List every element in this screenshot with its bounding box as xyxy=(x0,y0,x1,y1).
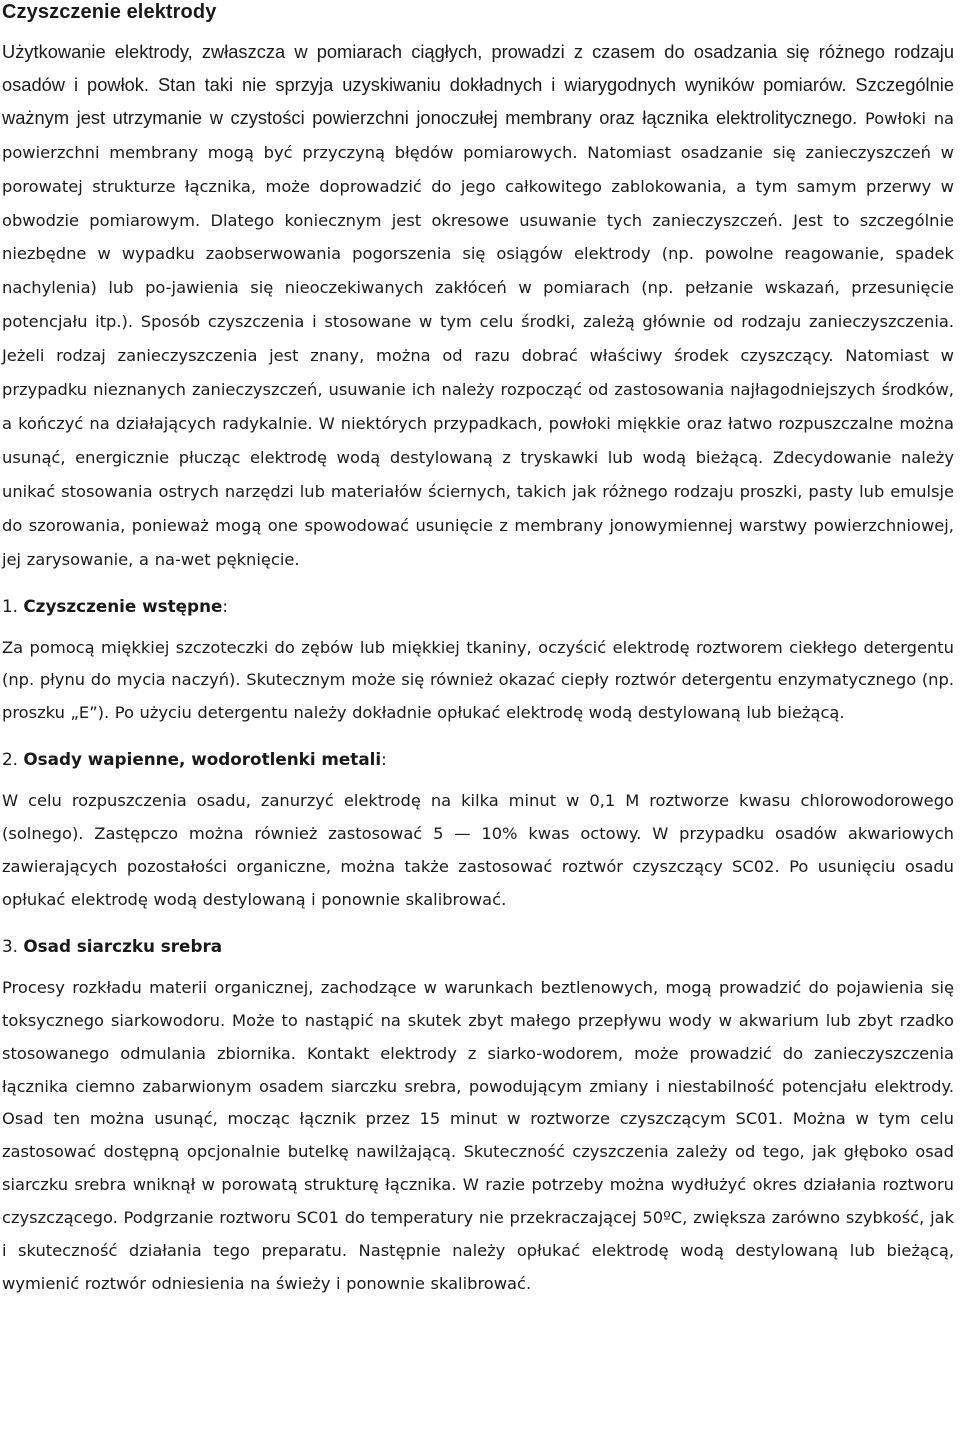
section-1-number: 1. xyxy=(2,595,19,616)
section-1-suffix: : xyxy=(222,595,229,616)
section-3-number: 3. xyxy=(2,935,19,956)
section-2-suffix: : xyxy=(381,749,387,770)
intro-paragraph xyxy=(2,36,954,577)
section-2-text: W celu rozpuszczenia osadu, zanurzyć elektrodę na kilka minut w 0,1 M roztworze kwasu chlorowodorowego (solnego). Zastępczo można również zastosować 5 — 10% kwas octowy. W przypadku osadów akwariowych zawierających pozostałości organiczne, można także zastosować roztwór czyszczący SC02. Po usunięciu osadu opłukać elektrodę wodą destylowaną i ponownie skalibrować. xyxy=(2,791,954,909)
section-1-heading xyxy=(2,594,954,618)
intro-text-part1: Użytkowanie elektrody, zwłaszcza w pomiarach ciągłych, prowadzi z czasem do osadzania się różnego rodzaju osadów i powłok. Stan taki nie sprzyja uzyskiwaniu dokładnych i wiarygodnych wyników pomiarów. Szczególnie ważnym jest utrzymanie w czystości powierzchni jonoczułej membrany oraz łącznika elektrolitycznego. xyxy=(2,41,954,128)
section-3-text: Procesy rozkładu materii organicznej, zachodzące w warunkach beztlenowych, mogą prowadzić do pojawienia się toksycznego siarkowodoru. Może to nastąpić na skutek zbyt małego przepływu wody w akwarium lub zbyt rzadko stosowanego odmulania zbiornika. Kontakt elektrody z siarko-wodorem, może prowadzić do zanieczyszczenia łącznika ciemno zabarwionym osadem siarczku srebra, powodującym zmiany i niestabilność potencjału elektrody. Osad ten można usunąć, mocząc łącznik przez 15 minut w roztworze czyszczącym SC01. Można w tym celu zastosować dostępną opcjonalnie butelkę nawilżającą. Skuteczność czyszczenia zależy od tego, jak głęboko osad siarczku srebra wniknął w porowatą strukturę łącznika. W razie potrzeby można wydłużyć okres działania roztworu czyszczącego. Podgrzanie roztworu SC01 do temperatury nie przekraczającej 50ºC, zwiększa zarówno szybkość, jak i skuteczność działania tego preparatu. Następnie należy opłukać elektrodę wodą destylowaną lub bieżącą, wymienić roztwór odniesienia na świeży i ponownie skalibrować. xyxy=(2,977,954,1293)
section-2-number: 2. xyxy=(2,749,19,770)
section-2-name: Osady wapienne, wodorotlenki metali xyxy=(23,749,382,770)
section-1-text: Za pomocą miękkiej szczoteczki do zębów lub miękkiej tkaniny, oczyścić elektrodę roztworem ciekłego detergentu (np. płynu do mycia naczyń). Skutecznym może się również okazać ciepły roztwór detergentu enzymatycznego (np. proszku „E”). Po użyciu detergentu należy dokładnie opłukać elektrodę wodą destylowaną lub bieżącą. xyxy=(2,637,954,723)
section-1 xyxy=(2,594,954,731)
section-2-heading xyxy=(2,747,954,771)
section-3-name: Osad siarczku srebra xyxy=(23,935,223,956)
document-title: Czyszczenie elektrody xyxy=(2,1,217,23)
section-3 xyxy=(2,934,954,1301)
section-3-heading xyxy=(2,934,954,958)
intro-text-part2: Powłoki na powierzchni membrany mogą być przyczyną błędów pomiarowych. Natomiast osadzanie się zanieczyszczeń w porowatej strukturze łącznika, może doprowadzić do jego całkowitego zablokowania, a tym samym przerwy w obwodzie pomiarowym. Dlatego koniecznym jest okresowe usuwanie tych zanieczyszczeń. Jest to szczególnie niezbędne w wypadku zaobserwowania pogorszenia się osiągów elektrody (np. powolne reagowanie, spadek nachylenia) lub po-jawienia się nieoczekiwanych zakłóceń w pomiarach (np. pełzanie wskazań, przesunięcie potencjału itp.). Sposób czyszczenia i stosowane w tym celu środki, zależą głównie od rodzaju zanieczyszczenia. Jeżeli rodzaj zanieczyszczenia jest znany, można od razu dobrać właściwy środek czyszczący. Natomiast w przypadku nieznanych zanieczyszczeń, usuwanie ich należy rozpocząć od zastosowania najłagodniejszych środków, a kończyć na działających radykalnie. W niektórych przypadkach, powłoki miękkie oraz łatwo rozpuszczalne można usunąć, energicznie płucząc elektrodę wodą destylowaną z tryskawki lub wodą bieżącą. Zdecydowanie należy unikać stosowania ostrych narzędzi lub materiałów ściernych, takich jak różnego rodzaju proszki, pasty lub emulsje do szorowania, ponieważ mogą one spowodować usunięcie z membrany jonowymiennej warstwy powierzchniowej, jej zarysowanie, a na-wet pęknięcie. xyxy=(2,108,955,569)
section-2 xyxy=(2,747,954,917)
section-1-name: Czyszczenie wstępne xyxy=(23,595,223,616)
